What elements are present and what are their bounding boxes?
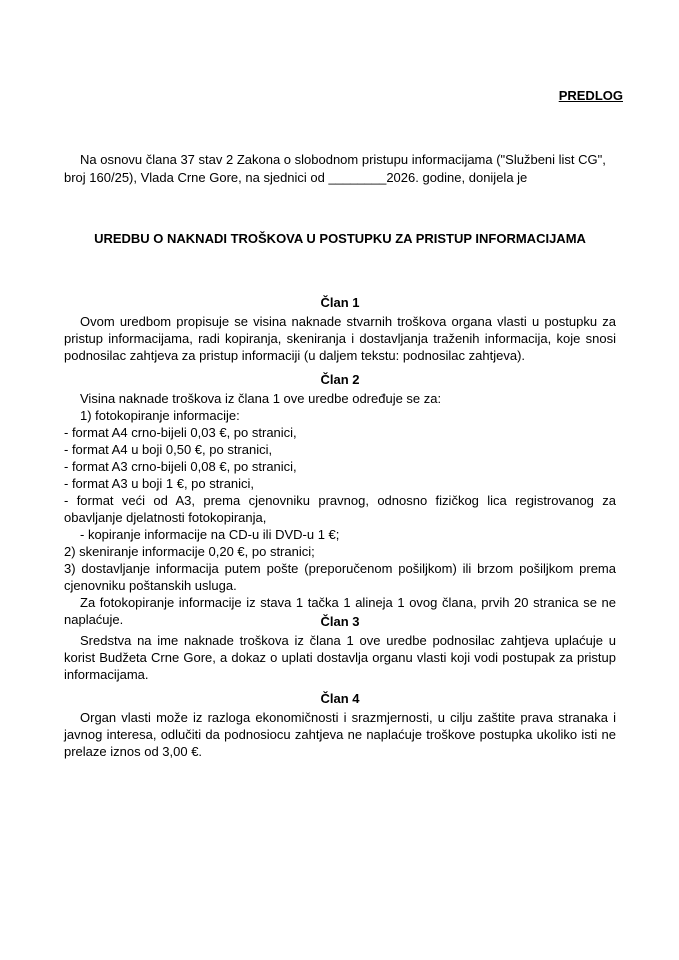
article-1 <box>64 295 616 364</box>
document-title: UREDBU O NAKNADI TROŠKOVA U POSTUPKU ZA PRISTUP INFORMACIJAMA <box>94 231 586 246</box>
preamble-line-2: broj 160/25), Vlada Crne Gore, na sjednici od ________2026. godine, donijela je <box>64 170 528 185</box>
article-4 <box>64 691 616 760</box>
article-2-heading: Član 2 <box>320 372 360 387</box>
preamble-line-1: Na osnovu člana 37 stav 2 Zakona o slobodnom pristupu informacijama ("Službeni list CG", <box>80 152 606 167</box>
article-2-item: 3) dostavljanje informacija putem pošte (preporučenom pošiljkom) ili brzom pošiljkom prema cjenovniku poštanskih usluga. <box>64 561 616 593</box>
article-2-item: - format A4 crno-bijeli 0,03 €, po stranici, <box>64 425 297 440</box>
article-2-item: - format A3 u boji 1 €, po stranici, <box>64 476 255 491</box>
article-3-heading: Član 3 <box>320 614 360 629</box>
article-2-item: - kopiranje informacije na CD-u ili DVD-u 1 €; <box>80 527 340 542</box>
article-4-heading: Član 4 <box>320 691 360 706</box>
article-2-item: - format A3 crno-bijeli 0,08 €, po stranici, <box>64 459 297 474</box>
article-2-closing: Za fotokopiranje informacije iz stava 1 tačka 1 alineja 1 ovog člana, prvih 20 stranica se ne naplaćuje. <box>64 595 616 627</box>
article-3-text: Sredstva na ime naknade troškova iz člana 1 ove uredbe podnosilac zahtjeva uplaćuje u korist Budžeta Crne Gore, a dokaz o uplati dostavlja organu vlasti koji vodi postupak za pristup informacijama. <box>64 633 616 682</box>
article-1-text: Ovom uredbom propisuje se visina naknade stvarnih troškova organa vlasti u postupku za pristup informacijama, radi kopiranja, skeniranja i dostavljanja traženih informacija, koje snosi podnosilac zahtjeva za pristup informaciji (u daljem tekstu: podnosilac zahtjeva). <box>64 314 616 363</box>
article-2-item: - format veći od A3, prema cjenovniku pravnog, odnosno fizičkog lica registrovanog za obavljanje djelatnosti fotokopiranja, <box>64 493 616 525</box>
article-2-item: - format A4 u boji 0,50 €, po stranici, <box>64 442 273 457</box>
article-1-heading: Član 1 <box>320 295 360 310</box>
article-2 <box>64 372 616 628</box>
article-2-intro: Visina naknade troškova iz člana 1 ove uredbe određuje se za: <box>80 391 442 406</box>
proposal-label: PREDLOG <box>558 88 623 103</box>
article-2-item: 2) skeniranje informacije 0,20 €, po stranici; <box>64 544 315 559</box>
article-4-text: Organ vlasti može iz razloga ekonomičnosti i srazmjernosti, u cilju zaštite prava stranaka i javnog interesa, odlučiti da podnosiocu zahtjeva ne naplaćuje troškove postupka ukoliko isti ne prelaze iznos od 3,00 €. <box>64 710 616 759</box>
article-2-item: 1) fotokopiranje informacije: <box>80 408 240 423</box>
preamble <box>64 151 616 187</box>
article-3 <box>64 614 616 683</box>
